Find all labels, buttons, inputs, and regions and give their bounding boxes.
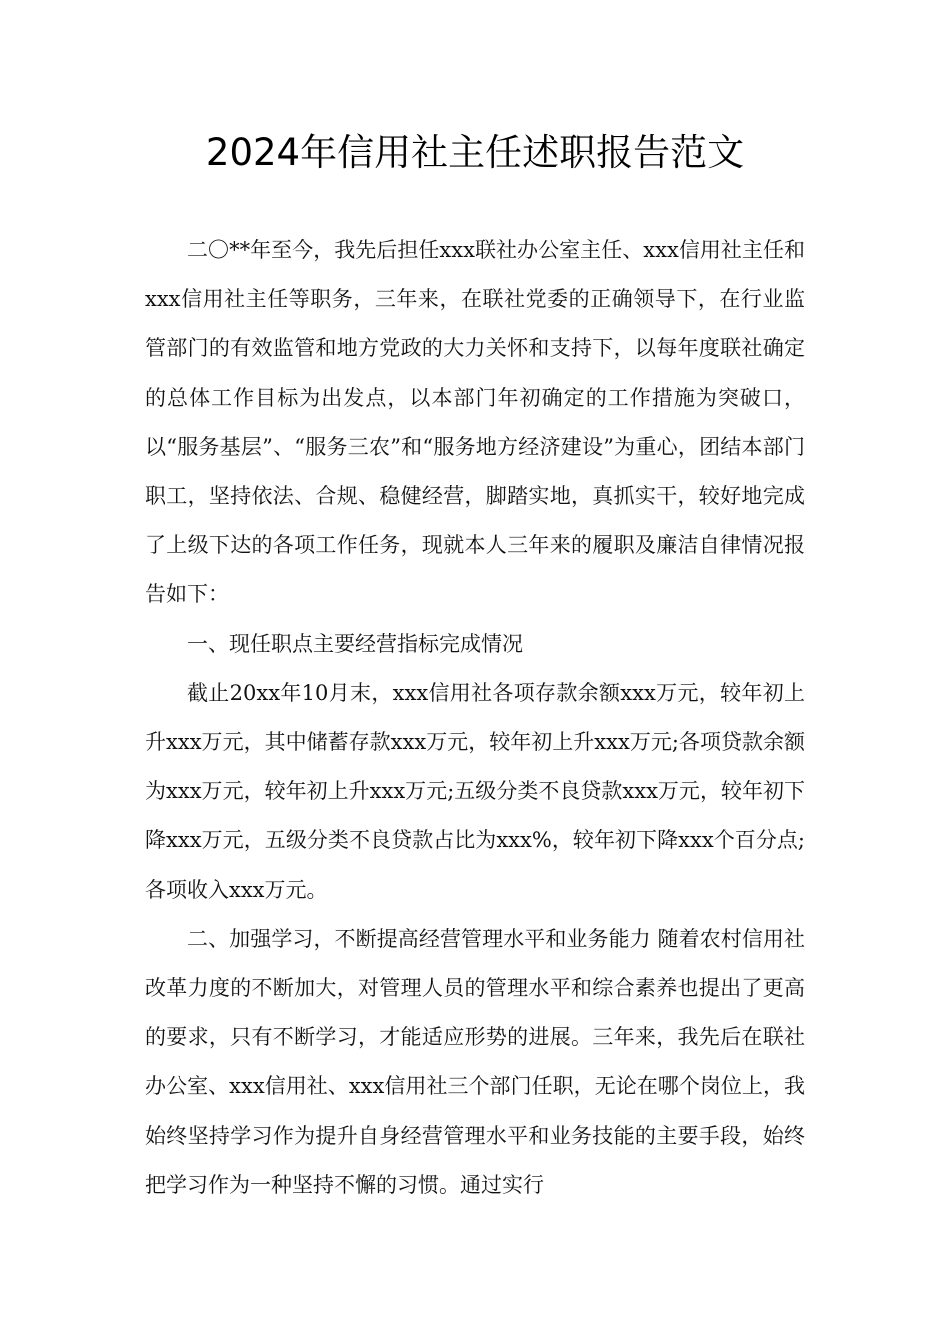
document-body bbox=[145, 226, 805, 1210]
paragraph-study: 二、加强学习，不断提高经营管理水平和业务能力 随着农村信用社改革力度的不断加大，对管理人员的管理水平和综合素养也提出了更高的要求，只有不断学习，才能适应形势的进展。三年来，我先后在联社办公室、xxx信用社、xxx信用社三个部门任职，无论在哪个岗位上，我始终坚持学习作为提升自身经营管理水平和业务技能的主要手段，始终把学习作为一种坚持不懈的习惯。通过实行 bbox=[145, 926, 805, 1197]
section-heading-1: 一、现任职点主要经营指标完成情况 bbox=[187, 631, 523, 656]
document-title: 2024年信用社主任述职报告范文 bbox=[205, 131, 745, 174]
paragraph-intro: 二〇**年至今，我先后担任xxx联社办公室主任、xxx信用社主任和xxx信用社主任等职务，三年来，在联社党委的正确领导下，在行业监管部门的有效监管和地方党政的大力关怀和支持下，以每年度联社确定的总体工作目标为出发点，以本部门年初确定的工作措施为突破口，以“服务基层”、“服务三农”和“服务地方经济建设”为重心，团结本部门职工，坚持依法、合规、稳健经营，脚踏实地，真抓实干，较好地完成了上级下达的各项工作任务，现就本人三年来的履职及廉洁自律情况报告如下： bbox=[145, 238, 805, 607]
paragraph-indicators: 截止20xx年10月末，xxx信用社各项存款余额xxx万元，较年初上升xxx万元，其中储蓄存款xxx万元，较年初上升xxx万元;各项贷款余额为xxx万元，较年初上升xxx万元;五级分类不良贷款xxx万元，较年初下降xxx万元，五级分类不良贷款占比为xxx%，较年初下降xxx个百分点;各项收入xxx万元。 bbox=[145, 680, 805, 902]
